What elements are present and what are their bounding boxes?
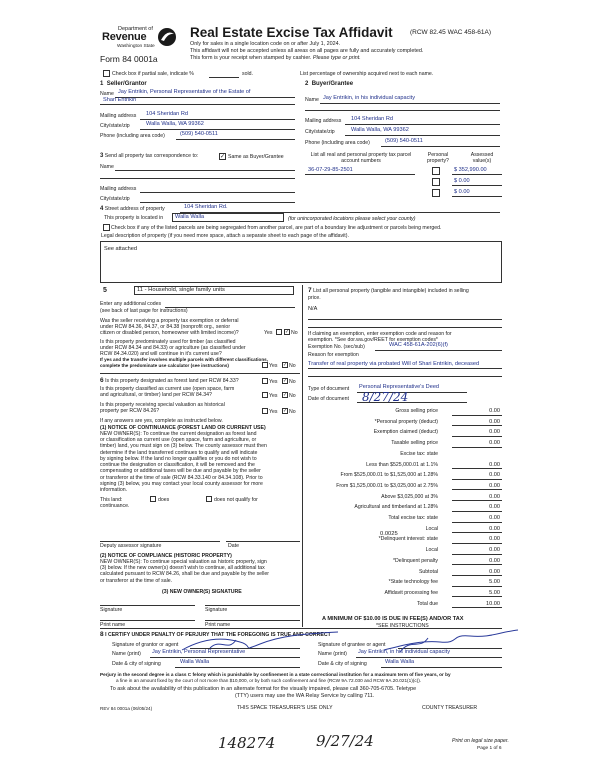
grantor-name: Jay Entrikin, Personal Representative <box>152 649 246 655</box>
doc-date-label: Date of document <box>308 396 349 402</box>
owner-print-label-1: Print name <box>100 622 126 628</box>
personal-property-checkbox-2[interactable] <box>432 178 440 186</box>
grantor-sig-label: Signature of grantor or agent <box>112 642 179 648</box>
dor-logo <box>100 26 190 66</box>
calc-row-value[interactable]: 0.00 <box>489 493 500 500</box>
s6-q3-no-label: No <box>289 409 296 415</box>
form-number: Form 84 0001a <box>100 54 158 64</box>
stamp-number: 148274 <box>218 734 276 752</box>
exemption-note-1: If claiming an exemption, enter exemption code and reason for <box>308 331 452 337</box>
same-as-buyer-label: Same as Buyer/Grantee <box>228 154 284 160</box>
calc-row-label: Local <box>425 525 438 532</box>
exemption-reason: Transfer of real property via probated Will of Shari Entrikin, deceased <box>308 361 480 367</box>
s3-name-label: Name <box>100 164 114 170</box>
buyer-phone: (509) 540-0511 <box>385 138 423 144</box>
local-rate: 0.0025 <box>380 531 398 537</box>
personal-property-checkbox-3[interactable] <box>432 189 440 197</box>
property-address: 104 Sheridan Rd. <box>184 204 228 210</box>
reason-label: Reason for exemption <box>308 352 359 358</box>
s2-addr-label: Mailing address <box>305 118 342 124</box>
logo-state: Washington State <box>117 44 155 49</box>
does-label: does <box>158 497 170 503</box>
s6-q3-no-checkbox[interactable]: ✓ <box>283 408 288 414</box>
s6-q1-no-label: No <box>289 379 296 385</box>
logo-mark-icon <box>156 27 178 47</box>
grantee-name-label: Name (print) <box>318 651 347 657</box>
parcel-col-header: List all real and personal property tax parcel account numbers <box>310 152 412 165</box>
s5-q2-line3: RCW 84.34.020) and will continue in it's current use? <box>100 351 222 357</box>
assessed-value-3: $ 0.00 <box>454 189 470 195</box>
s5-q2-no-label: No <box>289 363 296 369</box>
grantor-signature-icon <box>180 630 340 656</box>
calc-row-label: Total excise tax: state <box>388 515 438 521</box>
minimum-due-note: A MINIMUM OF $10.00 IS DUE IN FEE(S) AND/OR TAX <box>322 616 464 622</box>
calc-row-value[interactable]: 5.00 <box>489 589 500 596</box>
calc-row-value[interactable]: 0.00 <box>489 515 500 521</box>
s5-q2-line1: Is this property predominately used for timber (as classified <box>100 339 236 345</box>
s5-q1-yesno: Yes <box>264 330 273 336</box>
perjury-line-2: a fine in an amount fixed by the court of not more than $10,000, or by both such confinement and fine (RCW 9A.72.030 and RCW 9A.20.021(1)(c)). <box>116 678 422 683</box>
s6-q2-line2: and agricultural, or timber) land per RCW 84.34? <box>100 392 212 398</box>
calc-row-value[interactable]: 0.00 <box>489 440 500 447</box>
legal-desc-label: Legal description of property (if you need more space, attach a separate sheet to each page of the affidavit). <box>101 233 349 239</box>
s2-heading: 2 Buyer/Grantee <box>305 81 354 87</box>
grantee-date-label: Date & city of signing <box>318 661 367 667</box>
calc-row-label: Subtotal <box>418 568 438 575</box>
notice-compliance-title: (2) NOTICE OF COMPLIANCE (HISTORIC PROPERTY) <box>100 553 232 559</box>
s5-q1-line2: under RCW 84.36, 84.37, or 84.38 (nonprofit org., senior <box>100 324 231 330</box>
calc-row-label: Total due <box>416 600 438 607</box>
partial-pct-line <box>209 77 239 78</box>
s6-q1: 6 Is this property designated as forest land per RCW 84.33? <box>100 377 239 384</box>
calc-row-label: Local <box>425 547 438 554</box>
s1-addr-label: Mailing address <box>100 113 137 119</box>
calc-row-value[interactable]: 0.00 <box>489 429 500 436</box>
located-in-label: This property is located in <box>104 215 164 221</box>
grantee-signature-icon <box>380 626 520 656</box>
calc-row-label: *Delinquent penalty <box>393 557 438 564</box>
same-as-buyer-checkbox[interactable]: ✓ <box>220 154 226 160</box>
see-instructions: *SEE INSTRUCTIONS <box>376 623 429 629</box>
exemption-no-label: Exemption No. (sec/sub) <box>308 344 365 350</box>
s5-q2-line4: If yes and the transfer involves multiple parcels with different classifications, <box>100 357 268 362</box>
s2-name-label: Name <box>305 97 319 103</box>
s5-q1-line1: Was the seller receiving a property tax exemption or deferral <box>100 318 239 324</box>
s2-phone-label: Phone (including area code) <box>305 140 370 146</box>
assessed-value-1: $ 352,990.00 <box>454 167 487 173</box>
owner-print-label-2: Print name <box>205 622 231 628</box>
notice-continuance-body: NEW OWNER(S): To continue the current designation as forest land or classification as current use (open space, farm and agriculture, or timber) land, you must sign on (3) below. The county assessor must then determine if the land transferred continues to qualify and will indicate by signing below. If the land no longer qualifies or you do not wish to continue the designation or classification, it will be removed and the compensating or additional taxes will be due and payable by the seller or transferor at the time of sale (RCW 84.33.140 or 84.34.108). Prior to signing (3) below, you may contact your local county assessor for more information. <box>100 431 267 494</box>
notice-continuance-title: (1) NOTICE OF CONTINUANCE (FOREST LAND OR CURRENT USE) <box>100 425 266 431</box>
grantee-sig-label: Signature of grantee or agent <box>318 642 386 648</box>
s6-q2-no-checkbox[interactable]: ✓ <box>283 392 288 398</box>
s7-text2: price. <box>308 295 321 301</box>
codes-note: (see back of last page for instructions) <box>100 308 188 314</box>
calc-row-label: Exemption claimed (deduct) <box>373 429 438 436</box>
page-number: Page 1 of 6 <box>477 746 502 751</box>
calc-row-label: From $525,000.01 to $1,525,000 at 1.28% <box>340 472 438 479</box>
seller-name-2: Shari Entrikin <box>103 97 137 103</box>
document-date: 8/27/24 <box>362 390 409 404</box>
parcel-number: 36-07-29-85-2501 <box>308 167 353 173</box>
continuance-label: continuance. <box>100 503 130 509</box>
location-note: (for unincorporated locations please select your county) <box>288 216 416 222</box>
owner-sig-label-1: Signature <box>100 607 123 613</box>
logo-dept: Department of <box>118 26 153 32</box>
s5-q2-line2: under RCW 84.34 and 84.33) or agriculture (as classified under <box>100 345 246 351</box>
calc-row-label: Excise tax: state <box>400 450 438 457</box>
s6-q1-no-checkbox[interactable]: ✓ <box>283 378 288 384</box>
doc-type-label: Type of document <box>308 386 350 392</box>
grantor-date-label: Date & city of signing <box>112 661 161 667</box>
ownership-note: List percentage of ownership acquired next to each name. <box>300 71 434 77</box>
deputy-sig-label: Deputy assessor signature <box>100 543 162 549</box>
s4-heading: 4 Street address of property <box>100 206 165 212</box>
s6-q2-yes-label: Yes <box>269 393 278 399</box>
s7-heading: 7 List all personal property (tangible and intangible) included in selling <box>308 287 469 294</box>
calc-row-value[interactable]: 5.00 <box>489 579 500 586</box>
calc-row-value[interactable]: 0.00 <box>489 461 500 468</box>
s5-q2-no-checkbox[interactable]: ✓ <box>283 362 288 368</box>
calc-row-value[interactable]: 0.00 <box>489 525 500 532</box>
buyer-city: Walla Walla, WA 99362 <box>351 127 409 133</box>
calc-row-value[interactable]: 0.00 <box>489 482 500 489</box>
s5-q1-no-label: No <box>291 330 298 336</box>
s6-q1-yes-checkbox[interactable] <box>262 378 268 384</box>
new-owner-sig-title: (3) NEW OWNER(S) SIGNATURE <box>162 589 242 595</box>
s3-city-label: City/state/zip <box>100 196 130 202</box>
calc-row-label: From $1,525,000.01 to $3,025,000 at 2.75% <box>336 482 438 489</box>
s5-q2-yes-label: Yes <box>269 363 278 369</box>
s6-ifany: If any answers are yes, complete as instructed below. <box>100 418 223 424</box>
s6-q3-line2: property per RCW 84.26? <box>100 408 160 414</box>
s5-q1-yes-checkbox[interactable] <box>276 329 282 335</box>
segregation-label: Check box if any of the listed parcels are being segregated from another parcel, are part of a boundary line adjustment or parcels being merged. <box>111 225 442 231</box>
s1-name-label: Name <box>100 91 114 97</box>
calc-row-label: *State technology fee <box>388 579 438 586</box>
calc-row-value[interactable]: 0.00 <box>489 418 500 425</box>
s6-q3-line1: Is this property receiving special valuation as historical <box>100 402 225 408</box>
assessed-value-2: $ 0.00 <box>454 178 470 184</box>
seller-city: Walla Walla, WA 99362 <box>146 121 204 127</box>
personal-col-header: Personal property? <box>427 152 449 165</box>
document-type: Personal Representative's Deed <box>359 384 440 390</box>
perjury-line-1: Perjury in the second degree is a class C felony which is punishable by confinement in a state correctional institution for a maximum term of five years, or by <box>100 672 451 677</box>
does-not-qualify-checkbox[interactable] <box>206 496 212 502</box>
calc-row-label: Affidavit processing fee <box>384 589 438 596</box>
additional-codes-label: Enter any additional codes <box>100 301 162 307</box>
this-land-label: This land: <box>100 497 123 503</box>
seller-address: 104 Sheridan Rd <box>146 111 188 117</box>
treasurer-use: THIS SPACE TREASURER'S USE ONLY <box>237 705 333 711</box>
s8-heading: 8 I CERTIFY UNDER PENALTY OF PERJURY THAT THE FOREGOING IS TRUE AND CORRECT <box>100 631 331 638</box>
s3-heading: 3 Send all property tax correspondence to: <box>100 153 199 159</box>
seller-name-1: Jay Entrikin, Personal Representative of the Estate of <box>118 89 251 95</box>
grantor-name-label: Name (print) <box>112 651 141 657</box>
s1-phone-label: Phone (including area code) <box>100 133 165 139</box>
does-not-label: does not qualify for <box>214 497 258 503</box>
s5-number: 5 <box>103 287 107 294</box>
deputy-date-label: Date <box>228 543 239 549</box>
s5-q1-no-checkbox[interactable]: ✓ <box>285 329 290 335</box>
alt-format-1: To ask about the availability of this publication in an alternate format for the visually impaired, please call 360-705-6705. Teletype <box>110 686 417 692</box>
s6-q2-line1: Is this property classified as current use (open space, farm <box>100 386 235 392</box>
assessed-col-header: Assessed value(s) <box>470 152 494 165</box>
s5-q2-yes-checkbox[interactable] <box>262 362 268 368</box>
s6-q2-yes-checkbox[interactable] <box>262 392 268 398</box>
county-treasurer: COUNTY TREASURER <box>422 705 478 711</box>
s6-q1-yes-label: Yes <box>269 379 278 385</box>
calc-row-label: Taxable selling price <box>391 440 438 447</box>
legal-size-note: Print on legal size paper. <box>452 738 509 744</box>
s6-q2-no-label: No <box>289 393 296 399</box>
grantor-date-city: Walla Walla <box>180 659 210 665</box>
exemption-number: WAC 458-61A-202(6)(f) <box>389 342 448 348</box>
s2-city-label: City/state/zip <box>305 129 335 135</box>
notice-compliance-body: NEW OWNER(S): To continue special valuation as historic property, sign (3) below. If the new owner(s) doesn't wish to continue, all additional tax calculated pursuant to RCW 84.26, shall be due and payable by the seller or transferor at the time of sale. <box>100 559 269 584</box>
calc-row-value[interactable]: 0.00 <box>489 557 500 564</box>
calc-row-label: Agricultural and timberland at 1.28% <box>354 504 438 511</box>
s1-city-label: City/state/zip <box>100 123 130 129</box>
s1-heading: 1 Seller/Grantor <box>100 81 147 87</box>
logo-agency: Revenue <box>102 31 147 43</box>
s6-q3-yes-label: Yes <box>269 409 278 415</box>
subtitle-1: Only for sales in a single location code on or after July 1, 2024. <box>190 41 341 47</box>
calc-row-label: Above $3,025,000 at 3% <box>381 493 438 500</box>
buyer-address: 104 Sheridan Rd <box>351 116 393 122</box>
s5-q2-line5: complete the predominate use calculator (see instructions) <box>100 363 229 368</box>
grantee-date-city: Walla Walla <box>385 659 415 665</box>
does-qualify-checkbox[interactable] <box>150 496 156 502</box>
calc-row-value[interactable]: 0.00 <box>489 472 500 479</box>
calc-row-label: Gross selling price <box>395 408 438 414</box>
calc-row-label: *Personal property (deduct) <box>374 418 438 425</box>
calc-row-value[interactable]: 0.00 <box>489 536 500 543</box>
calc-row-line <box>452 457 502 458</box>
segregation-checkbox[interactable] <box>103 224 110 231</box>
form-title: Real Estate Excise Tax Affidavit <box>190 25 393 40</box>
calc-row-value[interactable]: 10.00 <box>486 600 500 607</box>
calc-row-value[interactable]: 0.00 <box>489 547 500 554</box>
exemption-note-2: exemption. *See dor.wa.gov/REET for exemption codes* <box>308 337 438 343</box>
buyer-name: Jay Entrikin, in his individual capacity <box>323 95 416 101</box>
calc-row-value[interactable]: 0.00 <box>489 408 500 414</box>
sold-label: sold. <box>242 71 253 77</box>
partial-sale-label: Check box if partial sale, indicate % <box>112 71 194 77</box>
s5-q1-line3: citizen or disabled person, homeowner with limited income)? <box>100 330 239 336</box>
subtitle-2: This affidavit will not be accepted unless all areas on all pages are fully and accurately completed. <box>190 48 424 54</box>
legal-description-value: See attached <box>104 246 137 252</box>
partial-sale-checkbox[interactable] <box>103 70 110 77</box>
grantee-name: Jay Entrikin, in his individual capacity <box>358 649 451 655</box>
s6-q3-yes-checkbox[interactable] <box>262 408 268 414</box>
stamp-date: 9/27/24 <box>316 732 374 750</box>
subtitle-3: This form is your receipt when stamped by cashier. Please type or print. <box>190 55 361 61</box>
legal-description-field[interactable] <box>100 241 502 283</box>
alt-format-2: (TTY) users may use the WA Relay Service by calling 711. <box>235 693 375 699</box>
s3-addr-label: Mailing address <box>100 186 137 192</box>
owner-sig-label-2: Signature <box>205 607 228 613</box>
personal-property-value: N/A <box>308 306 318 312</box>
calc-row-value[interactable]: 0.00 <box>489 568 500 575</box>
calc-row-label: Less than $525,000.01 at 1.1% <box>366 461 438 468</box>
calc-row-value[interactable]: 0.00 <box>489 504 500 511</box>
location-value: Walla Walla <box>175 214 205 220</box>
calc-row-label: *Delinquent interest: state <box>378 536 438 543</box>
revision: REV 84 0001a (06/05/24) <box>100 706 153 711</box>
form-rcw: (RCW 82.45 WAC 458-61A) <box>410 29 492 36</box>
seller-phone: (509) 540-0511 <box>180 131 218 137</box>
personal-property-checkbox-1[interactable] <box>432 167 440 175</box>
property-use-value: 11 - Household, single family units <box>137 287 225 293</box>
